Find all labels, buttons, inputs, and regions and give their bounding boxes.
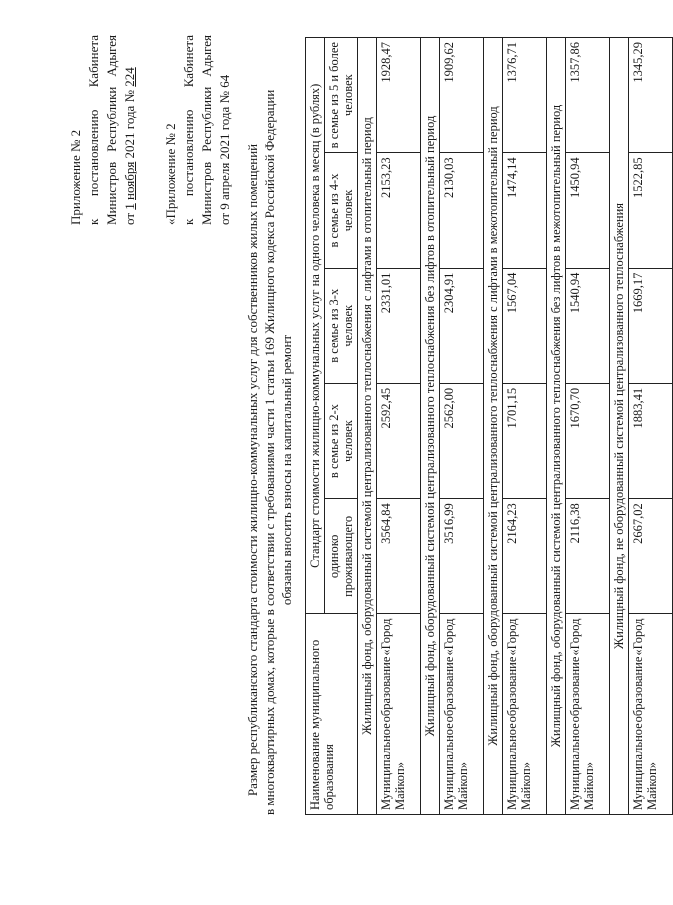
subheader-two: в семье из 2-х человек [325, 383, 358, 498]
appendix-date-line: от 1 ноября 2021 года № 224 [122, 67, 137, 225]
value-cell: 2331,01 [377, 268, 421, 383]
municipality-word: Муниципальное [379, 723, 393, 810]
value-cell: 1909,62 [440, 38, 484, 153]
municipality-cell [377, 614, 421, 815]
value-cell: 1670,70 [566, 383, 610, 498]
city-word: «Город [379, 618, 393, 656]
value-cell: 2116,38 [566, 499, 610, 614]
previous-appendix-line3: Министров Республики Адыгея [199, 35, 214, 225]
section-title: Жилищный фонд, оборудованный системой централизованного теплоснабжения без лифтов в отопительный период [421, 38, 440, 815]
municipality-line1 [568, 618, 582, 810]
municipality-line2: Майкоп» [519, 762, 533, 810]
subheader-four: в семье из 4-х человек [325, 153, 358, 268]
value-cell: 2562,00 [440, 383, 484, 498]
municipality-line1 [631, 618, 645, 810]
table-section-row [484, 38, 503, 815]
formation-word: образование [568, 656, 582, 723]
header-standard: Стандарт стоимости жилищно-коммунальных услуг на одного человека в месяц (в рублях) [306, 38, 325, 614]
table-section-row [610, 38, 629, 815]
value-cell: 1540,94 [566, 268, 610, 383]
previous-appendix-title: «Приложение № 2 [163, 123, 178, 225]
value-cell: 1522,85 [629, 153, 673, 268]
value-cell: 1345,29 [629, 38, 673, 153]
value-cell: 2164,23 [503, 499, 547, 614]
value-cell: 2592,45 [377, 383, 421, 498]
municipality-line2: Майкоп» [645, 762, 659, 810]
value-cell: 1357,86 [566, 38, 610, 153]
appendix-day: 1 [122, 203, 137, 210]
previous-appendix-line2: к постановлению Кабинета [181, 35, 196, 225]
value-cell: 3564,84 [377, 499, 421, 614]
table-row [566, 38, 610, 815]
value-cell: 1669,17 [629, 268, 673, 383]
city-word: «Город [505, 618, 519, 656]
formation-word: образование [379, 656, 393, 723]
municipality-cell [566, 614, 610, 815]
municipality-line1 [379, 618, 393, 810]
municipality-line1 [505, 618, 519, 810]
municipality-cell [629, 614, 673, 815]
table-row [503, 38, 547, 815]
value-cell: 1883,41 [629, 383, 673, 498]
value-cell: 2667,02 [629, 499, 673, 614]
municipality-line1 [442, 618, 456, 810]
subheader-single: одиноко проживающего [325, 499, 358, 614]
section-title: Жилищный фонд, оборудованный системой централизованного теплоснабжения с лифтами в межотопительный период [484, 38, 503, 815]
appendix-line3: Министров Республики Адыгея [104, 35, 119, 225]
appendix-month: ноября [122, 161, 137, 200]
municipality-word: Муниципальное [442, 723, 456, 810]
table-section-row [358, 38, 377, 815]
table-section-row [547, 38, 566, 815]
appendix-number: 224 [122, 67, 137, 87]
municipality-word: Муниципальное [505, 723, 519, 810]
table-section-row [421, 38, 440, 815]
municipality-word: Муниципальное [568, 723, 582, 810]
value-cell: 2153,23 [377, 153, 421, 268]
formation-word: образование [505, 656, 519, 723]
table-body [358, 38, 673, 815]
table-row [440, 38, 484, 815]
value-cell: 2130,03 [440, 153, 484, 268]
value-cell: 1474,14 [503, 153, 547, 268]
municipality-cell [503, 614, 547, 815]
section-title: Жилищный фонд, оборудованный системой централизованного теплоснабжения без лифтов в межотопительный период [547, 38, 566, 815]
document-title-line3: обязаны вносить взносы на капитальный ремонт [279, 334, 294, 606]
previous-appendix-date-line: от 9 апреля 2021 года № 64 [217, 74, 232, 225]
table-row [377, 38, 421, 815]
appendix-line2: к постановлению Кабинета [86, 35, 101, 225]
value-cell: 1567,04 [503, 268, 547, 383]
municipality-line2: Майкоп» [393, 762, 407, 810]
section-title: Жилищный фонд, не оборудованный системой централизованного теплоснабжения [610, 38, 629, 815]
city-word: «Город [442, 618, 456, 656]
value-cell: 2304,91 [440, 268, 484, 383]
value-cell: 1376,71 [503, 38, 547, 153]
standard-cost-table [305, 37, 673, 815]
formation-word: образование [631, 656, 645, 723]
appendix-title: Приложение № 2 [68, 129, 83, 225]
value-cell: 1928,47 [377, 38, 421, 153]
value-cell: 3516,99 [440, 499, 484, 614]
city-word: «Город [568, 618, 582, 656]
section-title: Жилищный фонд, оборудованный системой централизованного теплоснабжения с лифтами в отопительный период [358, 38, 377, 815]
municipality-word: Муниципальное [631, 723, 645, 810]
document-title-line2: в многоквартирных домах, которые в соответствии с требованиями части 1 статьи 169 Жилищного кодекса Российской Федерации [262, 89, 277, 815]
municipality-line2: Майкоп» [456, 762, 470, 810]
value-cell: 1701,15 [503, 383, 547, 498]
subheader-three: в семье из 3-х человек [325, 268, 358, 383]
city-word: «Город [631, 618, 645, 656]
municipality-cell [440, 614, 484, 815]
subheader-five-plus: в семье из 5 и более человек [325, 38, 358, 153]
document-title-line1: Размер республиканского стандарта стоимости жилищно-коммунальных услуг для собственников жилых помещений [245, 143, 260, 797]
municipality-line2: Майкоп» [582, 762, 596, 810]
formation-word: образование [442, 656, 456, 723]
value-cell: 1450,94 [566, 153, 610, 268]
table-row [629, 38, 673, 815]
header-municipality: Наименование муниципального образования [306, 614, 358, 815]
table-header-row [306, 38, 325, 815]
